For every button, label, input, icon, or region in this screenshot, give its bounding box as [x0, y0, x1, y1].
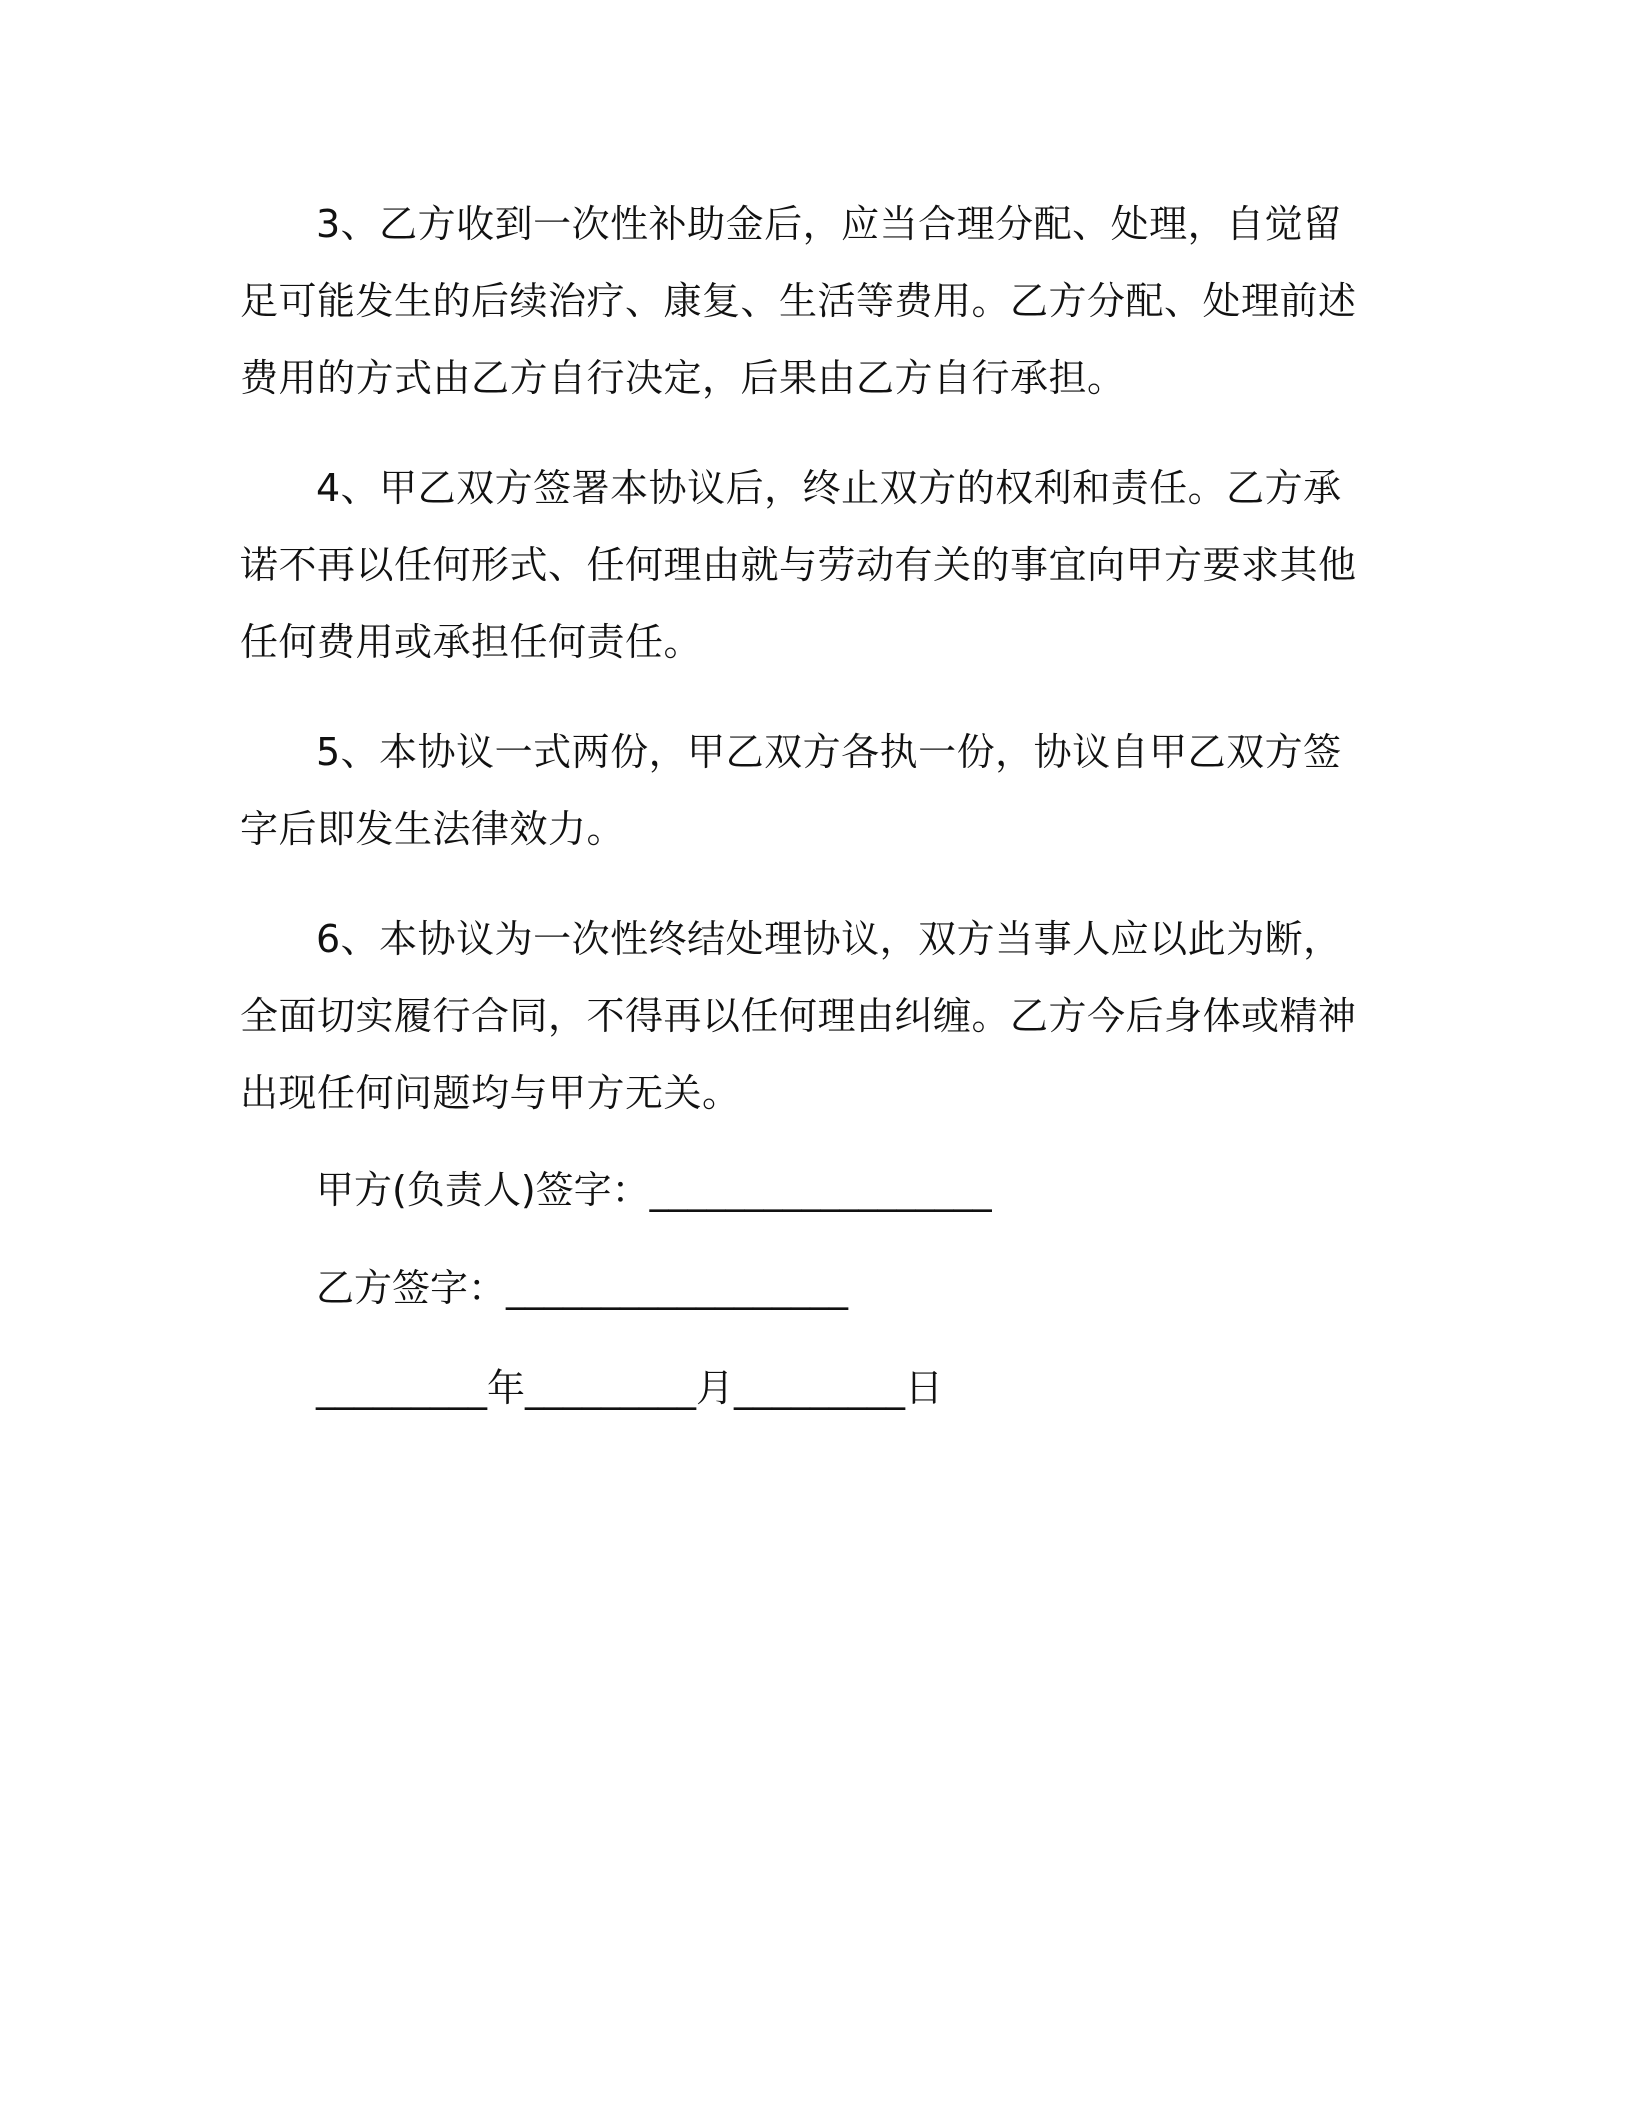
party-b-signature-line: 乙方签字：__________________	[316, 1266, 849, 1310]
clause-5-paragraph: 5、本协议一式两份，甲乙双方各执一份，协议自甲乙双方签字后即发生法律效力。	[240, 730, 1342, 851]
document-body	[240, 186, 1370, 1413]
party-a-signature-line: 甲方(负责人)签字：__________________	[316, 1168, 992, 1212]
clause-3-paragraph: 3、乙方收到一次性补助金后，应当合理分配、处理，自觉留足可能发生的后续治疗、康复、生活等费用。乙方分配、处理前述费用的方式由乙方自行决定，后果由乙方自行承担。	[240, 202, 1357, 400]
clause-4-paragraph: 4、甲乙双方签署本协议后，终止双方的权利和责任。乙方承诺不再以任何形式、任何理由就与劳动有关的事宜向甲方要求其他任何费用或承担任何责任。	[240, 466, 1357, 664]
date-line: _________年_________月_________日	[316, 1366, 944, 1410]
clause-6-paragraph: 6、本协议为一次性终结处理协议，双方当事人应以此为断，全面切实履行合同，不得再以任何理由纠缠。乙方今后身体或精神出现任何问题均与甲方无关。	[240, 917, 1357, 1115]
